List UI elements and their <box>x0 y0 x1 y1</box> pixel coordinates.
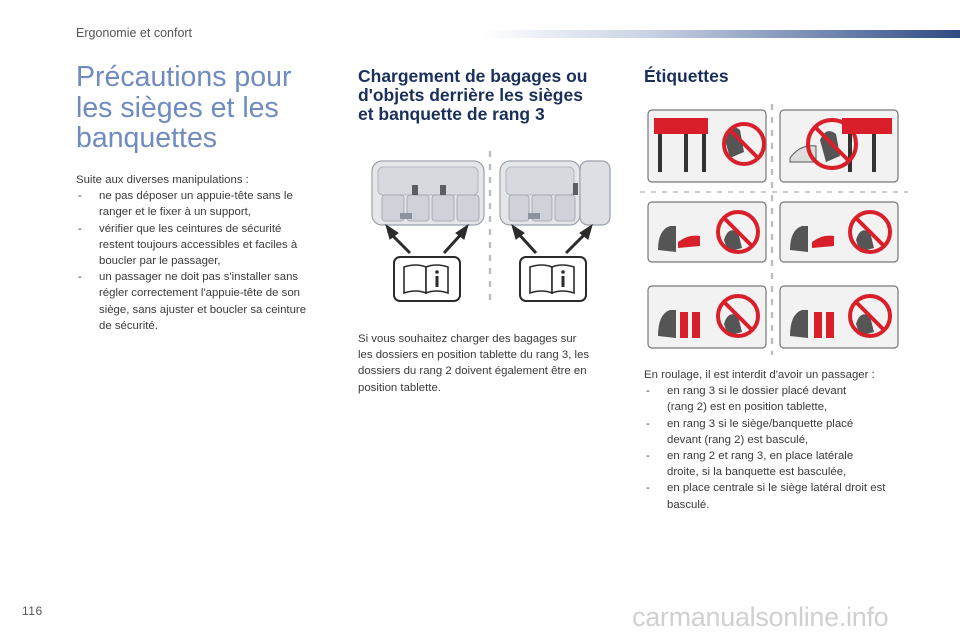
labels-section-title: Étiquettes <box>644 66 729 86</box>
list-item-line: de sécurité. <box>99 319 158 332</box>
precautions-list <box>76 188 346 334</box>
list-item <box>644 448 919 480</box>
list-item-line: siège, sans ajuster et boucler sa ceinture <box>99 303 307 316</box>
seat-precautions-text <box>76 172 346 334</box>
list-item <box>644 416 919 448</box>
no-passenger-label-icon <box>648 286 766 348</box>
manual-book-icon <box>520 257 586 301</box>
paragraph-line: les dossiers en position tablette du rang 3, les <box>358 349 590 362</box>
list-item-line: ranger et le fixer à un support, <box>99 206 251 219</box>
list-item-line: - en rang 2 et rang 3, en place latérale <box>667 450 854 463</box>
luggage-section-title <box>358 67 588 124</box>
watermark: carmanualsonline.info <box>632 602 889 632</box>
paragraph-line: position tablette. <box>358 381 441 394</box>
list-item-line: droite, si la banquette est basculée, <box>667 466 847 479</box>
paragraph-line: Si vous souhaitez charger des bagages sur <box>358 333 577 345</box>
page-title-line: Précautions pour <box>76 61 292 93</box>
list-item <box>76 188 346 220</box>
list-item <box>76 269 346 334</box>
labels-illustration <box>636 100 916 360</box>
list-item <box>644 480 919 512</box>
page-title-line: banquettes <box>76 122 218 154</box>
title-line: et banquette de rang 3 <box>358 104 545 124</box>
page-title-line: les sièges et les <box>76 91 279 124</box>
no-passenger-label-icon <box>648 202 766 262</box>
luggage-illustration <box>360 145 620 310</box>
list-item <box>76 221 346 270</box>
list-item-line: - en rang 3 si le dossier placé devant <box>667 385 847 398</box>
manual-book-icon <box>394 257 460 301</box>
list-item-line: - un passager ne doit pas s'installer sans <box>99 271 299 284</box>
rear-seats-left-illustration <box>372 161 484 225</box>
no-seat-folded-label-icon <box>648 110 766 182</box>
no-passenger-label-icon <box>780 286 898 348</box>
list-item-line: - en place centrale si le siège latéral droit est <box>667 482 886 495</box>
list-item-line: - en rang 3 si le siège/banquette placé <box>667 417 854 430</box>
no-seat-folded-label-icon <box>780 110 898 182</box>
page-number: 116 <box>22 604 43 618</box>
title-line: Chargement de bagages ou <box>358 66 588 86</box>
intro-text: En roulage, il est interdit d'avoir un passager : <box>644 369 875 381</box>
header-bar <box>480 30 960 38</box>
list-item-line: - vérifier que les ceintures de sécurité <box>99 222 282 235</box>
list-item-line: restent toujours accessibles et faciles à <box>99 238 298 251</box>
luggage-paragraph <box>358 331 623 396</box>
title-line: d'objets derrière les sièges <box>358 85 583 105</box>
page-title <box>76 62 291 154</box>
intro-text: Suite aux diverses manipulations : <box>76 174 249 186</box>
list-item-line: devant (rang 2) est basculé, <box>667 433 809 446</box>
list-item-line: basculé. <box>667 498 710 511</box>
paragraph-line: dossiers du rang 2 doivent également être en <box>358 365 587 378</box>
list-item <box>644 383 919 415</box>
rear-seats-right-illustration <box>500 161 610 225</box>
no-passenger-label-icon <box>780 202 898 262</box>
section-title: Ergonomie et confort <box>76 26 193 40</box>
list-item-line: - ne pas déposer un appuie-tête sans le <box>99 190 293 203</box>
list-item-line: régler correctement l'appuie-tête de son <box>99 287 300 300</box>
labels-list <box>644 383 919 513</box>
list-item-line: (rang 2) est en position tablette, <box>667 401 828 414</box>
list-item-line: boucler par le passager, <box>99 255 221 268</box>
labels-text <box>644 367 919 513</box>
